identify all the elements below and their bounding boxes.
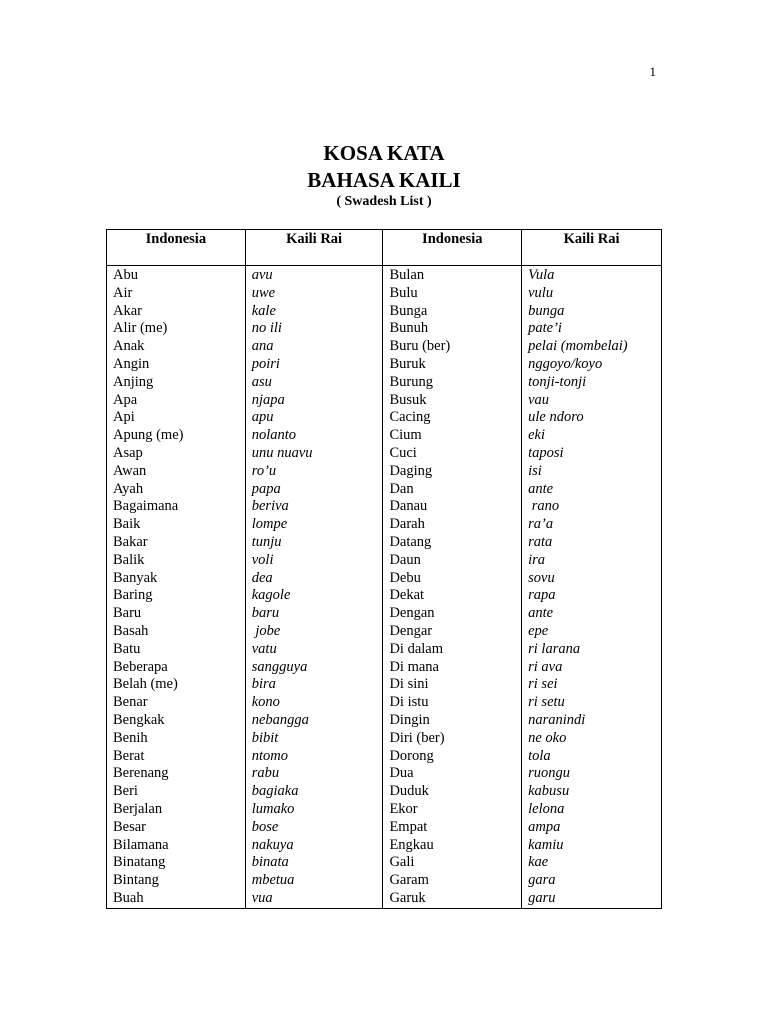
indonesia-word: Akar — [113, 302, 142, 319]
kaili-word: bibit — [251, 729, 279, 746]
table-body-row — [107, 266, 662, 909]
indonesia-word: Angin — [113, 355, 150, 372]
kaili-word: tola — [528, 747, 551, 764]
indonesia-word: Bagaimana — [113, 498, 179, 515]
indonesia-word: Dingin — [389, 711, 430, 728]
kaili-word: vatu — [251, 640, 277, 657]
indonesia-word: Dorong — [389, 747, 434, 764]
kaili-word: uwe — [251, 284, 276, 301]
kaili-word: avu — [251, 267, 273, 283]
indonesia-word: Ayah — [113, 480, 144, 497]
kaili-word: ampa — [528, 818, 561, 835]
kaili-word: unu nuavu — [251, 444, 313, 461]
kaili-word: kale — [251, 302, 276, 319]
indonesia-word: Batu — [113, 640, 141, 657]
indonesia-word: Berat — [113, 747, 145, 764]
indonesia-word: Belah (me) — [113, 676, 178, 693]
indonesia-word: Api — [113, 409, 135, 426]
indonesia-word: Cacing — [389, 409, 431, 426]
indonesia-word: Banyak — [113, 569, 158, 586]
indonesia-word: Garam — [389, 872, 429, 889]
indonesia-word: Buru (ber) — [389, 338, 451, 355]
indonesia-word: Besar — [113, 818, 147, 835]
kaili-word: tunju — [251, 533, 282, 550]
indonesia-word: Beri — [113, 783, 138, 800]
header-kaili-right: Kaili Rai — [522, 230, 662, 266]
kaili-word: naranindi — [528, 711, 586, 728]
kaili-word: ne oko — [528, 729, 567, 746]
indonesia-word: Ekor — [389, 800, 418, 817]
table-header-row — [107, 230, 662, 266]
kaili-word: epe — [528, 622, 549, 639]
indonesia-word: Apung (me) — [113, 427, 184, 444]
kaili-word: eki — [528, 427, 546, 444]
kaili-word: ri sei — [528, 676, 558, 693]
header-indonesia-left: Indonesia — [107, 230, 246, 266]
kaili-word: rabu — [251, 765, 280, 782]
kaili-word: nebangga — [251, 711, 309, 728]
indonesia-word: Burung — [389, 373, 433, 390]
kaili-word: pate’i — [528, 320, 562, 337]
kaili-word: no ili — [251, 320, 282, 337]
header-kaili-left: Kaili Rai — [245, 230, 383, 266]
indonesia-word: Buruk — [389, 355, 426, 372]
kaili-word: ra’a — [528, 516, 554, 533]
kaili-word: kae — [528, 854, 549, 871]
kaili-word: sangguya — [251, 658, 308, 675]
indonesia-word: Cuci — [389, 444, 417, 461]
indonesia-word: Bengkak — [113, 711, 165, 728]
column-kaili-right — [522, 266, 662, 909]
indonesia-word: Binatang — [113, 854, 166, 871]
indonesia-word: Buah — [113, 889, 144, 906]
kaili-word: beriva — [251, 498, 289, 515]
kaili-word: bose — [251, 818, 279, 835]
indonesia-word: Abu — [113, 267, 138, 283]
kaili-word: lumako — [251, 800, 295, 817]
kaili-word: asu — [251, 373, 272, 390]
indonesia-word: Bilamana — [113, 836, 169, 853]
indonesia-word: Awan — [113, 462, 147, 479]
kaili-word: lompe — [251, 516, 288, 533]
kaili-word: ante — [528, 480, 554, 497]
column-kaili-left — [245, 266, 383, 909]
kaili-word: ri ava — [528, 658, 563, 675]
indonesia-word: Asap — [113, 444, 143, 461]
indonesia-word: Baring — [113, 587, 153, 604]
indonesia-word: Baru — [113, 605, 142, 622]
indonesia-word: Garuk — [389, 889, 426, 906]
indonesia-word: Alir (me) — [113, 320, 168, 337]
kaili-word: ira — [528, 551, 546, 568]
indonesia-word: Empat — [389, 818, 428, 835]
indonesia-word: Datang — [389, 533, 432, 550]
kaili-word: baru — [251, 605, 280, 622]
indonesia-word: Gali — [389, 854, 415, 871]
kaili-word: kagole — [251, 587, 291, 604]
kaili-word: ntomo — [251, 747, 288, 764]
indonesia-word: Di sini — [389, 676, 429, 693]
kaili-word: mbetua — [251, 872, 295, 889]
indonesia-word: Baik — [113, 516, 141, 533]
indonesia-word: Dekat — [389, 587, 425, 604]
page-number: 1 — [649, 64, 656, 79]
indonesia-word: Engkau — [389, 836, 434, 853]
kaili-word: jobe — [251, 622, 281, 639]
kaili-word: dea — [251, 569, 273, 586]
indonesia-word: Bakar — [113, 533, 148, 550]
kaili-word: bunga — [528, 302, 565, 319]
kaili-word: njapa — [251, 391, 285, 408]
kaili-word: nakuya — [251, 836, 294, 853]
indonesia-word: Air — [113, 284, 133, 301]
indonesia-word: Di istu — [389, 694, 429, 711]
indonesia-word: Bunga — [389, 302, 428, 319]
indonesia-word: Anak — [113, 338, 145, 355]
kaili-word: lelona — [528, 800, 565, 817]
kaili-word: ante — [528, 605, 554, 622]
indonesia-word: Dan — [389, 480, 414, 497]
indonesia-word: Dengan — [389, 605, 435, 622]
indonesia-word: Duduk — [389, 783, 429, 800]
kaili-word: Vula — [528, 267, 555, 283]
kaili-word: ri larana — [528, 640, 581, 657]
kaili-word: nggoyo/koyo — [528, 355, 603, 372]
kaili-word: voli — [251, 551, 274, 568]
kaili-word: ro’u — [251, 462, 277, 479]
indonesia-word: Basah — [113, 622, 149, 639]
indonesia-word: Cium — [389, 427, 422, 444]
indonesia-word: Benar — [113, 694, 148, 711]
kaili-word: gara — [528, 872, 556, 889]
header-indonesia-right: Indonesia — [383, 230, 522, 266]
kaili-word: vulu — [528, 284, 554, 301]
kaili-word: rata — [528, 533, 553, 550]
indonesia-word: Berjalan — [113, 800, 163, 817]
document-subtitle: ( Swadesh List ) — [336, 194, 432, 209]
indonesia-word: Bunuh — [389, 320, 429, 337]
kaili-word: garu — [528, 889, 556, 906]
indonesia-word: Busuk — [389, 391, 427, 408]
indonesia-word: Anjing — [113, 373, 154, 390]
indonesia-word: Danau — [389, 498, 428, 515]
kaili-word: rapa — [528, 587, 556, 604]
kaili-word: sovu — [528, 569, 555, 586]
kaili-word: nolanto — [251, 427, 297, 444]
kaili-word: poiri — [251, 355, 280, 372]
kaili-word: kabusu — [528, 783, 570, 800]
kaili-word: bagiaka — [251, 783, 299, 800]
kaili-word: binata — [251, 854, 289, 871]
indonesia-word: Balik — [113, 551, 145, 568]
kaili-word: kamiu — [528, 836, 564, 853]
column-indonesia-left — [107, 266, 246, 909]
indonesia-word: Berenang — [113, 765, 169, 782]
kaili-word: papa — [251, 480, 281, 497]
kaili-word: bira — [251, 676, 276, 693]
indonesia-word: Darah — [389, 516, 425, 533]
kaili-word: ruongu — [528, 765, 571, 782]
indonesia-word: Dengar — [389, 622, 433, 639]
document-title-line2: BAHASA KAILI — [307, 168, 461, 192]
kaili-word: tonji-tonji — [528, 373, 587, 390]
kaili-word: apu — [251, 409, 274, 426]
kaili-word: pelai (mombelai) — [528, 338, 628, 355]
column-indonesia-right — [383, 266, 522, 909]
kaili-word: vau — [528, 391, 550, 408]
indonesia-word: Diri (ber) — [389, 729, 445, 746]
indonesia-word: Daun — [389, 551, 421, 568]
indonesia-word: Dua — [389, 765, 414, 782]
document-title: KOSA KATA — [323, 141, 445, 165]
indonesia-word: Bintang — [113, 872, 159, 889]
indonesia-word: Di mana — [389, 658, 439, 675]
indonesia-word: Benih — [113, 729, 148, 746]
indonesia-word: Di dalam — [389, 640, 443, 657]
kaili-word: kono — [251, 694, 280, 711]
indonesia-word: Apa — [113, 391, 138, 408]
kaili-word: ana — [251, 338, 274, 355]
kaili-word: ri setu — [528, 694, 565, 711]
indonesia-word: Debu — [389, 569, 421, 586]
kaili-word: ule ndoro — [528, 409, 584, 426]
kaili-word: vua — [251, 889, 273, 906]
kaili-word: rano — [528, 498, 560, 515]
kaili-word: taposi — [528, 444, 564, 461]
kaili-word: isi — [528, 462, 542, 479]
indonesia-word: Beberapa — [113, 658, 168, 675]
vocabulary-table — [106, 229, 662, 909]
indonesia-word: Bulu — [389, 284, 418, 301]
indonesia-word: Bulan — [389, 267, 425, 283]
indonesia-word: Daging — [389, 462, 433, 479]
